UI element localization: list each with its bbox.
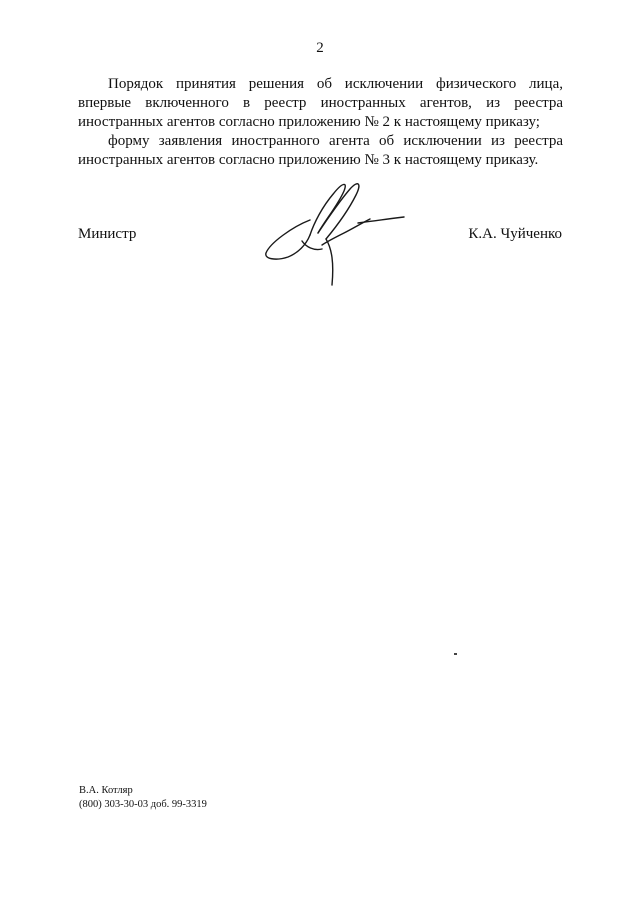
executor-name: В.А. Котляр [79,785,133,796]
signature-stroke [326,239,333,285]
body-text [78,75,563,170]
signature-stroke [358,217,404,223]
scan-speck [454,653,457,655]
signature-stroke [302,241,322,250]
signatory-title: Министр [78,226,137,242]
signatory-name: К.А. Чуйченко [468,226,562,242]
signature-stroke [266,220,310,259]
signature-stroke [310,184,345,235]
executor-phone: (800) 303-30-03 доб. 99-3319 [79,799,207,810]
paragraph-form: форму заявления иностранного агента об исключении из реестра иностранных агентов согласно приложению № 3 к настоящему приказу. [78,133,563,168]
handwritten-signature [262,175,407,290]
paragraph-order: Порядок принятия решения об исключении физического лица, впервые включенного в реестр иностранных агентов, из реестра иностранных агентов согласно приложению № 2 к настоящему приказу; [78,76,563,130]
signature-stroke [318,184,359,239]
executor-footer [79,784,207,812]
page-number: 2 [316,40,324,56]
